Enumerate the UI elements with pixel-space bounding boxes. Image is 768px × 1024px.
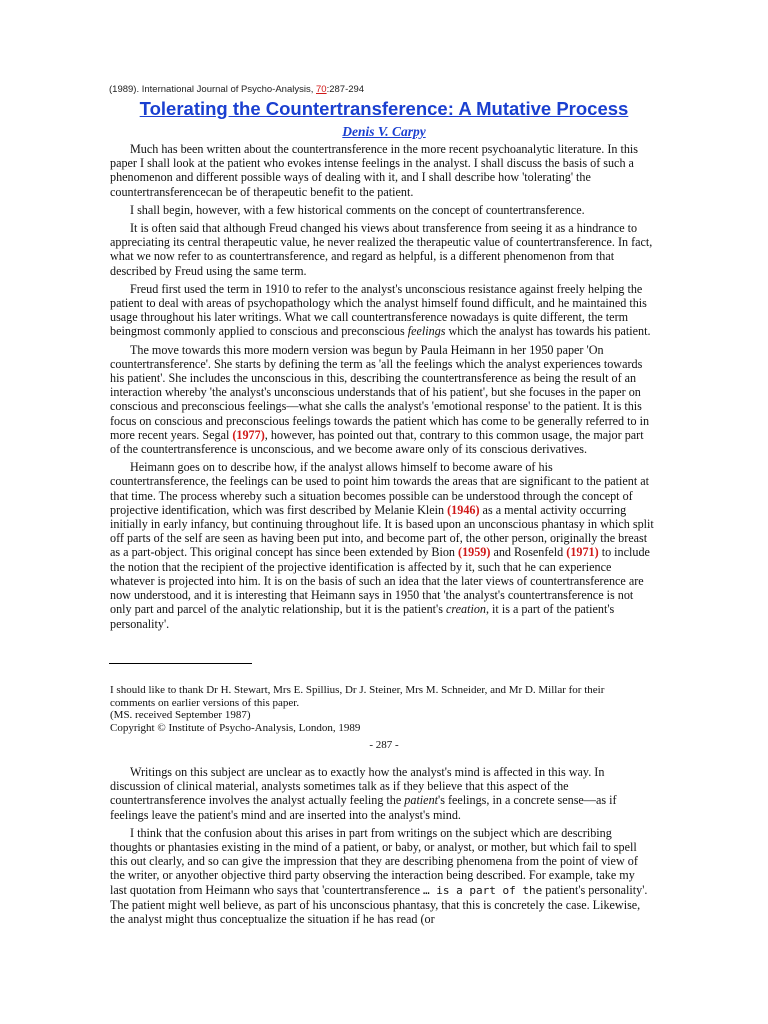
text-run: and Rosenfeld: [490, 545, 567, 560]
footnote-copyright: Copyright © Institute of Psycho-Analysis, London, 1989: [110, 721, 361, 734]
article-body: [110, 142, 654, 635]
article-body-continued: [110, 765, 654, 930]
footnote-acknowledgement: I should like to thank Dr H. Stewart, Mrs E. Spillius, Dr J. Steiner, Mrs M. Schneider, and Mr D. Millar for their comments on earlier versions of this paper.: [110, 684, 605, 709]
emphasis-text: patient: [404, 793, 439, 808]
quoted-text: … is a part of the: [423, 883, 543, 897]
text-run: as a mental activity occurring initially in early infancy, but continuing throughout life. It is based upon an unconscious phantasy in which split off parts of the self are seen as having been put into, and become part of, the other person, originally the breast as a part-object. This original concept has since been extended by Bion: [110, 502, 654, 560]
reference-link[interactable]: (1977): [232, 427, 265, 442]
paragraph: [110, 203, 654, 217]
citation-prefix: (1989). International Journal of Psycho-Analysis,: [109, 84, 316, 95]
paragraph: [110, 343, 654, 457]
paragraph: [110, 765, 654, 822]
text-run: patient's personality'. The patient might well believe, as part of his unconscious phantasy, that this is concretely the case. Likewise, the analyst might thus conceptualize the situation if he has read (or: [110, 882, 648, 927]
reference-link[interactable]: (1946): [447, 502, 480, 517]
text-run: I think that the confusion about this arises in part from writings on the subject which are describing thoughts or phantasies existing in the mind of a patient, or baby, or analyst, or mother, but which fail to spell this out clearly, and so can give the impression that they are describing phenomena from the point of view of the writer, or anyother objective third party observing the interaction being described. For example, take my last quotation from Heimann who says that 'countertransference: [110, 825, 638, 897]
footnote-received: (MS. received September 1987): [110, 709, 251, 722]
footnote: [110, 684, 650, 734]
text-run: Much has been written about the countertransference in the more recent psychoanalytic literature. In this paper I shall look at the patient who evokes intense feelings in the analyst. I shall discuss the basis of such a phenomenon and different possible ways of dealing with it, and I shall describe how 'tolerating' the countertransferencecan be of therapeutic benefit to the patient.: [110, 142, 639, 199]
paragraph: [110, 460, 654, 630]
reference-link[interactable]: (1971): [566, 545, 599, 560]
text-run: Freud first used the term in 1910 to refer to the analyst's unconscious resistance against freely helping the patient to deal with areas of psychopathology which the analyst himself found difficult, and he maintained this usage throughout his later writings. What we call countertransference nowadays is quite different, the term beingmost commonly applied to conscious and preconscious: [110, 281, 647, 339]
citation-volume-link[interactable]: 70: [316, 84, 327, 95]
text-run: It is often said that although Freud changed his views about transference from seeing it as a hindrance to appreciating its central therapeutic value, he never realized the therapeutic value of countertransference. In fact, what we now refer to as countertransference, and regard as helpful, is a different phenomenon from that described by Freud using the same term.: [110, 221, 653, 278]
text-run: 's feelings, in a concrete sense—as if feelings leave the patient's mind and are inserted into the analyst's mind.: [110, 793, 617, 822]
text-run: I shall begin, however, with a few historical comments on the concept of countertransference.: [130, 202, 585, 217]
text-run: Heimann goes on to describe how, if the analyst allows himself to become aware of his countertransference, the feelings can be used to point him towards the areas that are significant to the patient at that time. The process whereby such a situation becomes possible can be understood through the concept of projective identification, which was first described by Melanie Klein: [110, 460, 650, 517]
emphasis-text: creation: [445, 602, 486, 617]
page-number: - 287 -: [369, 739, 399, 751]
paragraph: [110, 221, 654, 278]
text-run: Writings on this subject are unclear as to exactly how the analyst's mind is affected in this way. In discussion of clinical material, analysts sometimes talk as if they believe that this aspect of the countertransference involves the analyst actually feeling the: [110, 765, 605, 808]
paragraph: [110, 826, 654, 926]
article-author[interactable]: Denis V. Carpy: [342, 124, 426, 139]
text-run: The move towards this more modern version was begun by Paula Heimann in her 1950 paper 'On countertransference'. She starts by defining the term as 'all the feelings which the analyst experiences towards his patient'. She includes the unconscious in this, describing the countertransference as being the result of an interaction whereby 'the analyst's unconscious understands that of his patient', but she focuses in the paper on conscious and preconscious feelings—what she calls the analyst's 'emotional response' to the patient. It is this focus on conscious and preconscious feelings towards the patient which has come to be generally referred to in more recent years. Segal: [110, 342, 650, 442]
text-run: , it is a part of the patient's personality'.: [110, 602, 615, 631]
text-run: which the analyst has towards his patient.: [445, 324, 651, 339]
article-title[interactable]: Tolerating the Countertransference: A Mutative Process: [139, 98, 629, 119]
citation-line: [109, 84, 364, 95]
paragraph: [110, 142, 654, 199]
emphasis-text: feelings: [407, 324, 446, 339]
text-run: to include the notion that the recipient of the projective identification is affected by it, such that he can experience whatever is projected into him. It is on the basis of such an idea that the later views of countertransference are now understood, and it is interesting that Heimann says in 1950 that 'the analyst's countertransference is not only part and parcel of the analytic relationship, but it is the patient's: [110, 545, 650, 617]
text-run: , however, has pointed out that, contrary to this common usage, the major part of the countertransference is unconscious, and we become aware only of its conscious derivatives.: [110, 427, 644, 457]
reference-link[interactable]: (1959): [458, 545, 491, 560]
paragraph: [110, 282, 654, 339]
citation-pages: :287-294: [326, 84, 365, 95]
footnote-divider: [109, 663, 252, 664]
